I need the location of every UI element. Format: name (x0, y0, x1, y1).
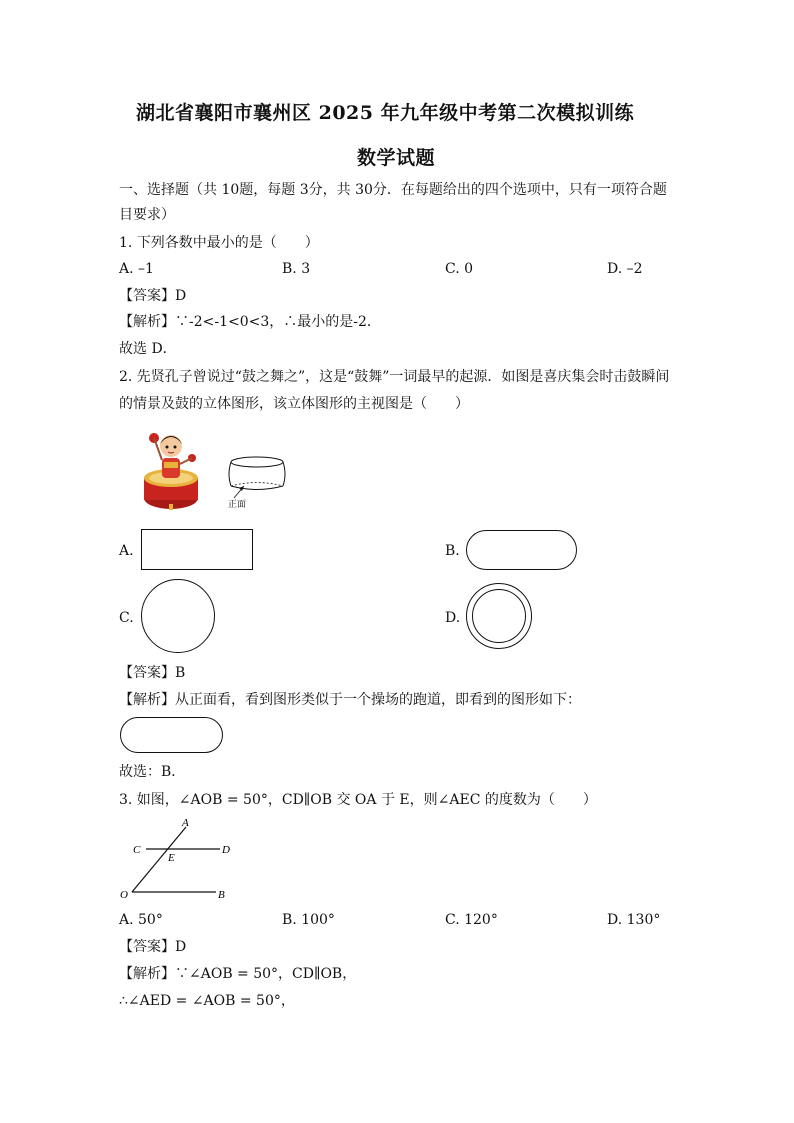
q2-conclusion: 故选：B． (119, 764, 186, 780)
q2-stem-cont: 的情景及鼓的立体图形，该立体图形的主视图是（ ） (119, 396, 469, 412)
q3-option-b: B. 100° (282, 912, 335, 928)
q1-option-d: D. –2 (607, 261, 643, 277)
q1-option-a: A. –1 (119, 261, 154, 277)
point-c: C (133, 844, 141, 856)
stadium-shape (466, 530, 577, 570)
q1-option-b: B. 3 (282, 261, 311, 277)
q3-option-d: D. 130° (607, 912, 661, 928)
page-title: 湖北省襄阳市襄州区 2025 年九年级中考第二次模拟训练 (136, 102, 635, 124)
q2-stem: 2. 先贤孔子曾说过“鼓之舞之”，这是“鼓舞”一词最早的起源．如图是喜庆集会时击鼓瞬间 (119, 369, 670, 385)
q1-option-c: C. 0 (445, 261, 474, 277)
q1-answer: 【答案】D (119, 288, 187, 304)
q2-option-d-label: D. (445, 610, 461, 626)
q2-analysis: 【解析】从正面看，看到图形类似于一个操场的跑道，即看到的图形如下： (119, 692, 581, 708)
angle-figure (116, 814, 236, 904)
q1-analysis: 【解析】∵-2<-1<0<3，∴最小的是-2． (119, 314, 381, 330)
point-e: E (168, 852, 175, 864)
q3-stem: 3. 如图，∠AOB = 50°，CD∥OB 交 OA 于 E，则∠AEC 的度数为（ ） (119, 792, 597, 808)
point-b: B (218, 889, 225, 901)
q2-option-a-label: A. (119, 543, 134, 559)
drummer-illustration (140, 420, 202, 512)
point-a: A (182, 817, 189, 829)
q3-answer: 【答案】D (119, 939, 187, 955)
q2-option-c-label: C. (119, 610, 134, 626)
point-d: D (222, 844, 230, 856)
section-heading: 一、选择题（共 10题，每题 3分，共 30分．在每题给出的四个选项中，只有一项符合题 (119, 182, 667, 198)
circle-shape (141, 579, 215, 653)
q3-option-c: C. 120° (445, 912, 498, 928)
front-view-label: 正面 (228, 500, 247, 510)
q2-answer: 【答案】B (119, 665, 186, 681)
rectangle-shape (141, 529, 253, 570)
q1-stem: 1. 下列各数中最小的是（ ） (119, 235, 319, 251)
section-heading-cont: 目要求） (119, 207, 175, 223)
q3-option-a: A. 50° (119, 912, 163, 928)
point-o: O (120, 889, 128, 901)
q3-analysis: 【解析】∵∠AOB = 50°，CD∥OB， (119, 966, 357, 982)
q2-option-b-label: B. (445, 543, 460, 559)
page-subtitle: 数学试题 (357, 147, 436, 169)
double-circle-inner (472, 589, 526, 643)
q3-analysis-cont: ∴∠AED = ∠AOB = 50°， (119, 993, 295, 1009)
q1-conclusion: 故选 D． (119, 341, 177, 357)
analysis-stadium-shape (120, 717, 223, 753)
